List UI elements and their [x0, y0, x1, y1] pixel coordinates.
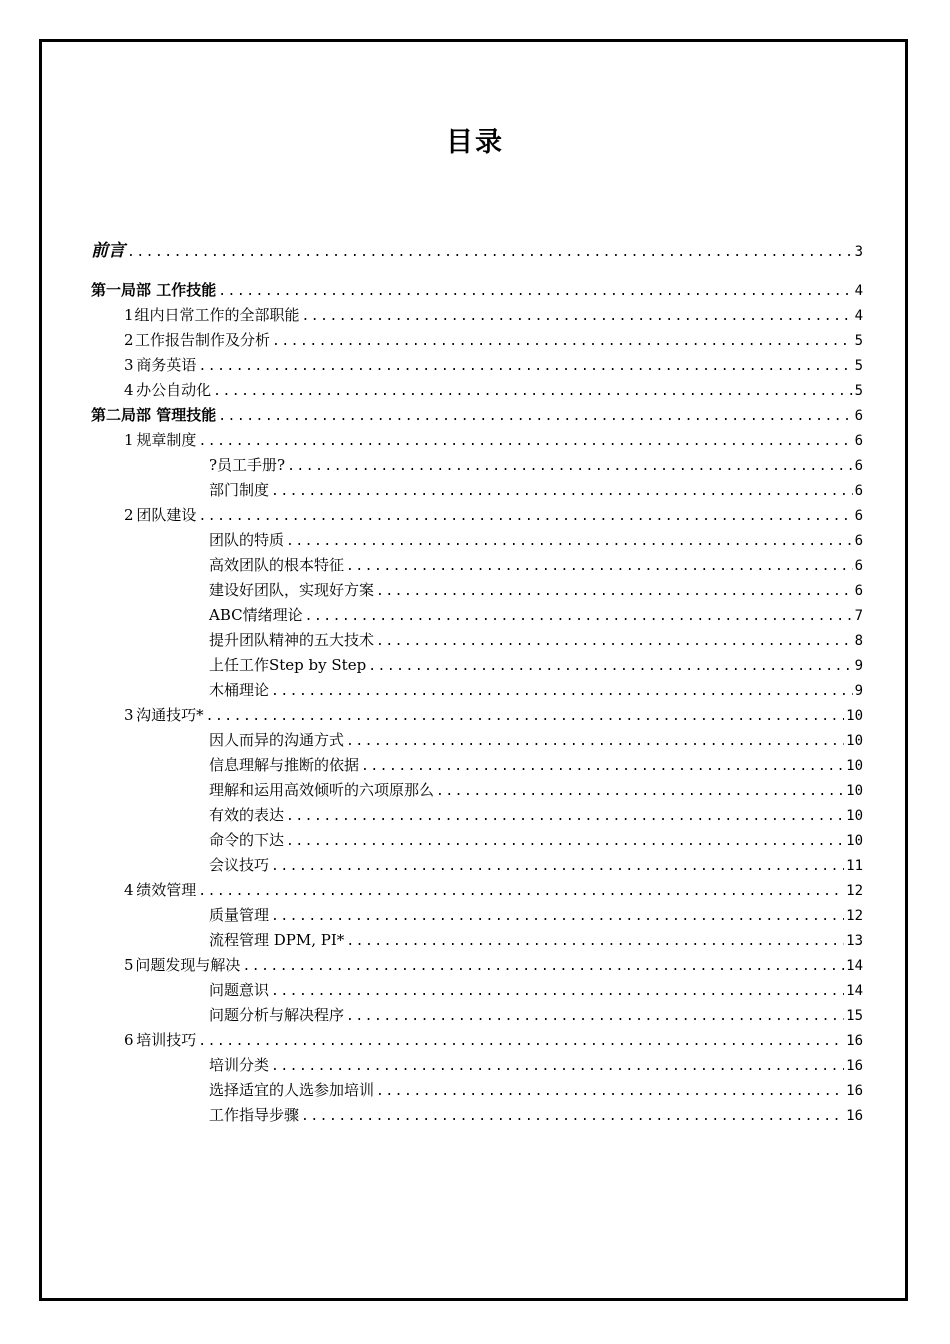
toc-entry-page-number: 6	[854, 458, 863, 474]
toc-entry[interactable]	[91, 353, 863, 378]
toc-entry-number: 1	[124, 306, 134, 324]
toc-entry-page-number: 6	[854, 533, 863, 549]
toc-entry-page-number: 10	[846, 758, 863, 774]
toc-entry-page-number: 5	[854, 333, 863, 349]
toc-entry[interactable]	[91, 278, 863, 303]
dot-leader	[271, 479, 853, 504]
toc-entry-number: 1	[124, 431, 134, 449]
toc-entry-label: 问题意识	[209, 981, 270, 999]
toc-entry-label: 规章制度	[136, 431, 197, 449]
dot-leader	[368, 654, 852, 679]
dot-leader	[198, 879, 844, 904]
toc-entry[interactable]	[91, 678, 863, 703]
dot-leader	[271, 1054, 844, 1079]
toc-entry[interactable]	[91, 303, 863, 328]
dot-leader	[218, 404, 852, 429]
dot-leader	[301, 304, 852, 329]
toc-entry-page-number: 7	[854, 608, 863, 624]
toc-entry[interactable]	[91, 1028, 863, 1053]
toc-entry-label: 工作指导步骤	[209, 1106, 300, 1124]
toc-entry[interactable]	[91, 928, 863, 953]
toc-entry[interactable]	[91, 653, 863, 678]
dot-leader	[271, 679, 853, 704]
toc-entry-page-number: 6	[854, 508, 863, 524]
dot-leader	[206, 704, 845, 729]
dot-leader	[346, 729, 844, 754]
toc-entry-number: 5	[124, 956, 134, 974]
toc-entry[interactable]	[91, 953, 863, 978]
toc-entry[interactable]	[91, 1053, 863, 1078]
toc-entry-label: 绩效管理	[136, 881, 197, 899]
toc-entry[interactable]	[91, 1003, 863, 1028]
toc-entry-label: 会议技巧	[209, 856, 270, 874]
toc-entry-label: 理解和运用高效倾听的六项原那么	[209, 781, 435, 799]
dot-leader	[271, 979, 844, 1004]
toc-entry-label: 高效团队的根本特征	[209, 556, 345, 574]
toc-entry-label: ?员工手册?	[209, 456, 286, 474]
toc-entry-label: 有效的表达	[209, 806, 285, 824]
toc-entry[interactable]	[91, 828, 863, 853]
dot-leader	[127, 240, 853, 265]
toc-entry[interactable]	[91, 378, 863, 403]
dot-leader	[213, 379, 852, 404]
toc-entry-page-number: 16	[846, 1033, 863, 1049]
toc-entry[interactable]	[91, 978, 863, 1003]
toc-entry-number: 2	[124, 506, 134, 524]
toc-entry-page-number: 10	[846, 808, 863, 824]
dot-leader	[286, 829, 844, 854]
dot-leader	[271, 854, 844, 879]
toc-entry[interactable]	[91, 1078, 863, 1103]
toc-entry-label: 信息理解与推断的依据	[209, 756, 360, 774]
toc-entry[interactable]	[91, 528, 863, 553]
toc-entry-number: 3	[124, 706, 134, 724]
toc-entry[interactable]	[91, 578, 863, 603]
toc-entry-label: 上任工作Step by Step	[209, 656, 367, 674]
toc-entry-label: 命令的下达	[209, 831, 285, 849]
toc-entry-label: 办公自动化	[136, 381, 212, 399]
toc-entry-page-number: 8	[854, 633, 863, 649]
toc-entry[interactable]	[91, 239, 863, 264]
toc-entry-label: 工作报告制作及分析	[135, 331, 271, 349]
dot-leader	[272, 329, 853, 354]
toc-entry[interactable]	[91, 428, 863, 453]
toc-entry-label: 培训技巧	[136, 1031, 197, 1049]
toc-entry[interactable]	[91, 728, 863, 753]
toc-entry-page-number: 6	[854, 558, 863, 574]
toc-entry-label: 选择适宜的人选参加培训	[209, 1081, 375, 1099]
toc-entry-number: 4	[124, 381, 134, 399]
toc-entry-page-number: 4	[854, 283, 863, 299]
toc-entry-label: 木桶理论	[209, 681, 270, 699]
dot-leader	[305, 604, 853, 629]
page-title: 目录	[446, 127, 504, 158]
toc-entry-page-number: 6	[854, 408, 863, 424]
toc-entry-label: 建设好团队，实现好方案	[209, 581, 375, 599]
dot-leader	[242, 954, 844, 979]
toc-entry-page-number: 5	[854, 383, 863, 399]
dot-leader	[361, 754, 844, 779]
toc-entry[interactable]	[91, 503, 863, 528]
dot-leader	[218, 279, 852, 304]
dot-leader	[376, 629, 853, 654]
toc-entry-label: 第一局部 工作技能	[91, 281, 217, 299]
toc-entry-page-number: 5	[854, 358, 863, 374]
toc-entry-page-number: 10	[846, 733, 863, 749]
toc-entry-label: 问题分析与解决程序	[209, 1006, 345, 1024]
toc-entry-label: 因人而异的沟通方式	[209, 731, 345, 749]
toc-entry-page-number: 16	[846, 1108, 863, 1124]
toc-entry-page-number: 9	[854, 683, 863, 699]
toc-entry-page-number: 13	[846, 933, 863, 949]
dot-leader	[286, 529, 853, 554]
toc-entry-label: 团队的特质	[209, 531, 285, 549]
toc-entry-page-number: 14	[846, 983, 863, 999]
toc-entry-label: 提升团队精神的五大技术	[209, 631, 375, 649]
toc-entry-label: 问题发现与解决	[135, 956, 241, 974]
toc-entry-label: 培训分类	[209, 1056, 270, 1074]
dot-leader	[198, 504, 852, 529]
toc-entry[interactable]	[91, 1103, 863, 1128]
toc-entry-label: 第二局部 管理技能	[91, 406, 217, 424]
toc-entry[interactable]	[91, 803, 863, 828]
toc-entry-page-number: 3	[854, 244, 863, 260]
toc-entry-page-number: 6	[854, 583, 863, 599]
dot-leader	[376, 1079, 844, 1104]
toc-entry[interactable]	[91, 853, 863, 878]
toc-entry[interactable]	[91, 553, 863, 578]
toc-entry-page-number: 10	[846, 783, 863, 799]
dot-leader	[198, 354, 852, 379]
toc-entry[interactable]	[91, 628, 863, 653]
toc-entry[interactable]	[91, 603, 863, 628]
dot-leader	[287, 454, 852, 479]
toc-entry[interactable]	[91, 328, 863, 353]
toc-entry-page-number: 12	[846, 908, 863, 924]
toc-entry-label: 质量管理	[209, 906, 270, 924]
toc-entry-label: 商务英语	[136, 356, 197, 374]
toc-entry[interactable]	[91, 778, 863, 803]
toc-entry[interactable]	[91, 403, 863, 428]
dot-leader	[286, 804, 844, 829]
toc-entry-label: 团队建设	[136, 506, 197, 524]
toc-entry[interactable]	[91, 903, 863, 928]
dot-leader	[376, 579, 853, 604]
toc-entry-page-number: 11	[846, 858, 863, 874]
dot-leader	[271, 904, 844, 929]
toc-entry-number: 6	[124, 1031, 134, 1049]
toc-entry-page-number: 10	[846, 708, 863, 724]
dot-leader	[346, 929, 844, 954]
toc-entry-number: 4	[124, 881, 134, 899]
toc-entry-label: 部门制度	[209, 481, 270, 499]
toc-entry[interactable]	[91, 878, 863, 903]
toc-entry-page-number: 6	[854, 483, 863, 499]
toc-entry-page-number: 10	[846, 833, 863, 849]
toc-entry[interactable]	[91, 703, 863, 728]
toc-entry-label: 流程管理 DPM, PI*	[209, 931, 345, 949]
toc-entry-number: 2	[124, 331, 134, 349]
dot-leader	[301, 1104, 844, 1129]
toc-entry[interactable]	[91, 478, 863, 503]
toc-entry-page-number: 12	[846, 883, 863, 899]
dot-leader	[436, 779, 844, 804]
toc-entry-page-number: 15	[846, 1008, 863, 1024]
toc-entry[interactable]	[91, 453, 863, 478]
toc-entry-label: ABC情绪理论	[209, 606, 303, 624]
dot-leader	[198, 1029, 844, 1054]
dot-leader	[346, 554, 853, 579]
toc-entry-number: 3	[124, 356, 134, 374]
toc-entry-page-number: 4	[854, 308, 863, 324]
dot-leader	[346, 1004, 844, 1029]
toc-entry[interactable]	[91, 753, 863, 778]
toc-entry-label: 沟通技巧*	[136, 706, 204, 724]
toc-entry-page-number: 14	[846, 958, 863, 974]
toc-entry-page-number: 6	[854, 433, 863, 449]
dot-leader	[198, 429, 852, 454]
toc-entry-page-number: 9	[854, 658, 863, 674]
toc-entry-label: 前言	[91, 241, 125, 261]
toc-entry-page-number: 16	[846, 1058, 863, 1074]
table-of-contents	[91, 225, 863, 1128]
toc-entry-page-number: 16	[846, 1083, 863, 1099]
toc-entry-label: 组内日常工作的全部职能	[134, 306, 300, 324]
